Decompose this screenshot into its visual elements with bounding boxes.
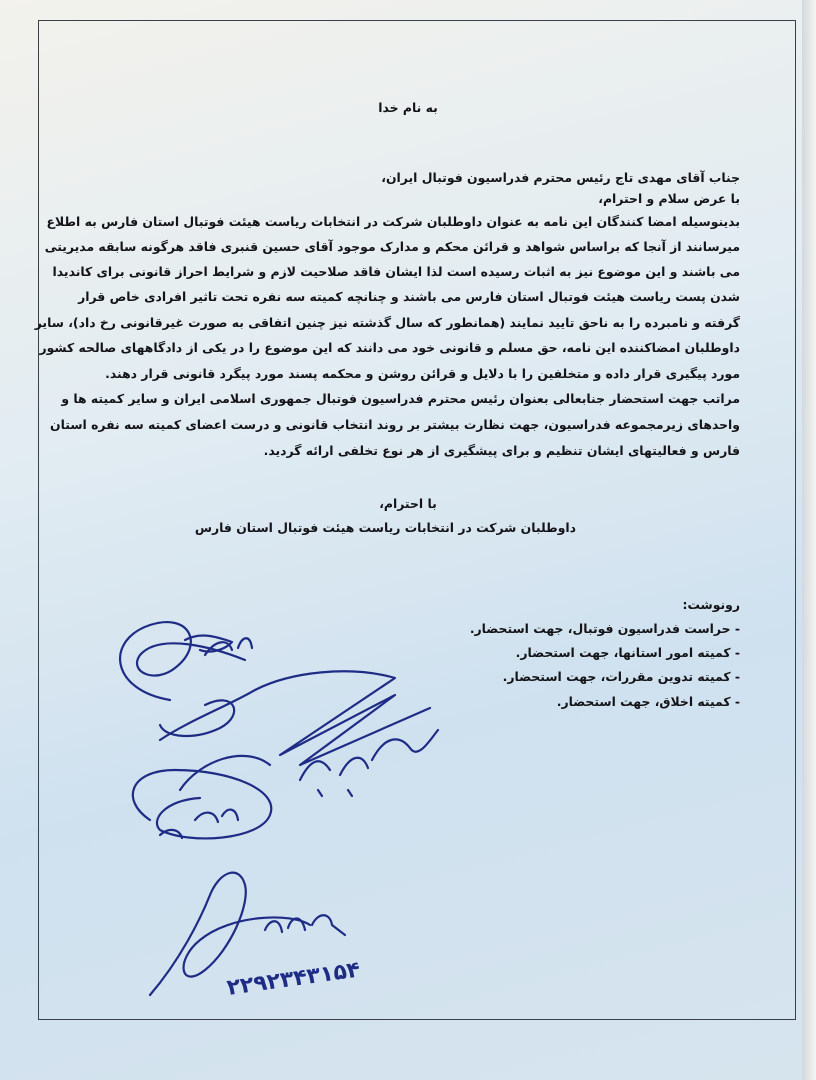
body-line: گرفته و نامبرده را به ناحق تایید نمایند (همانطور که سال گذشته نیز چنین اتفاقی به صورت غیرقانونی رخ داد)، سایر	[34, 315, 740, 330]
body-line: شدن پست ریاست هیئت فوتبال استان فارس می باشند و چنانچه کمیته سه نفره تحت تاثیر افرادی خاص قرار	[78, 289, 740, 304]
letter-signatory: داوطلبان شرکت در انتخابات ریاست هیئت فوتبال استان فارس	[194, 520, 576, 535]
body-line: فارس و فعالیتهای ایشان تنظیم و برای پیشگیری از هر نوع تخلفی ارائه گردید.	[263, 443, 740, 458]
handwritten-number: ۲۲۹۲۳۴۳۱۵۴	[225, 957, 362, 1001]
body-line: واحدهای زیرمجموعه فدراسیون، جهت نظارت بیشتر بر روند انتخاب قانونی و درست اعضای کمیته سه نفره استان	[50, 417, 740, 432]
page-edge	[802, 0, 816, 1080]
body-line: مراتب جهت استحضار جنابعالی بعنوان رئیس محترم فدراسیون فوتبال جمهوری اسلامی ایران و سایر کمیته ها و	[61, 391, 740, 406]
cc-item: - حراست فدراسیون فوتبال، جهت استحضار.	[469, 621, 740, 636]
letter-closing: با احترام،	[379, 496, 437, 511]
cc-item: - کمیته تدوین مقررات، جهت استحضار.	[502, 669, 740, 684]
body-line: میرسانند از آنجا که براساس شواهد و قرائن محکم و مدارک موجود آقای حسین قنبری فاقد هرگونه سابقه مدیریتی	[44, 239, 740, 254]
cc-title: رونوشت:	[682, 597, 740, 612]
cc-item: - کمیته امور استانها، جهت استحضار.	[515, 645, 740, 660]
body-line: داوطلبان امضاکننده این نامه، حق مسلم و قانونی خود می دانند که این موضوع را در یکی از دادگاههای صالحه کشور	[39, 340, 740, 355]
letter-addressee: جناب آقای مهدی تاج رئیس محترم فدراسیون فوتبال ایران،	[381, 170, 740, 185]
cc-item: - کمیته اخلاق، جهت استحضار.	[556, 694, 740, 709]
letter-greeting: با عرض سلام و احترام،	[598, 191, 740, 206]
letter-heading: به نام خدا	[378, 100, 438, 115]
body-line: مورد پیگیری قرار داده و متخلفین را با دلایل و قرائن روشن و محکمه پسند مورد پیگرد قانونی قرار دهند.	[105, 366, 740, 381]
body-line: می باشند و این موضوع نیز به اثبات رسیده است لذا ایشان فاقد صلاحیت لازم و شرایط احراز قانونی برای کاندیدا	[52, 264, 740, 279]
body-line: بدینوسیله امضا کنندگان این نامه به عنوان داوطلبان شرکت در انتخابات ریاست هیئت فوتبال استان فارس به اطلاع	[46, 214, 740, 229]
